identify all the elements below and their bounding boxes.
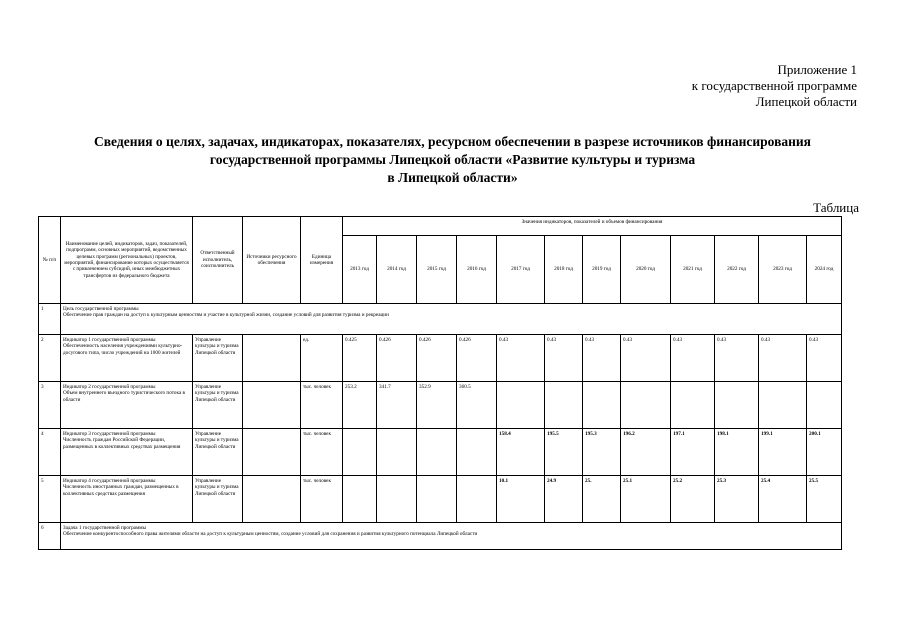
indicator-value: 0.43 — [671, 335, 715, 382]
header-year: 2018 год — [545, 236, 583, 304]
header-name: Наименование целей, индикаторов, задач, показателей, подпрограмм, основных мероприятий, ведомственных целевых программ (региональных) проектов, мероприятий, финансирование которых осуществляется с привлечением субсидий, иных межбюджетных трансфертов из федерального бюджета — [61, 217, 193, 304]
indicator-value: 341.7 — [377, 382, 417, 429]
indicator-value: 0.43 — [545, 335, 583, 382]
indicator-name: Индикатор 3 государственной программы Численность граждан Российской Федерации, размещенных в коллективных средствах размещения — [61, 429, 193, 476]
indicator-value — [343, 476, 377, 523]
row-number: 6 — [39, 523, 61, 550]
indicator-value — [417, 476, 457, 523]
indicator-executor: Управление культуры и туризма Липецкой области — [193, 382, 243, 429]
indicator-source — [243, 429, 301, 476]
indicator-value: 0.426 — [377, 335, 417, 382]
indicator-value: 0.426 — [417, 335, 457, 382]
indicator-value — [377, 476, 417, 523]
header-year: 2022 год — [715, 236, 759, 304]
row-number: 2 — [39, 335, 61, 382]
indicator-value — [715, 382, 759, 429]
indicator-value: 200.1 — [807, 429, 842, 476]
indicator-value: 158.4 — [497, 429, 545, 476]
indicator-value: 199.1 — [759, 429, 807, 476]
indicator-value: 0.425 — [343, 335, 377, 382]
indicator-source — [243, 476, 301, 523]
indicator-value: 195.3 — [583, 429, 621, 476]
indicator-value: 0.426 — [457, 335, 497, 382]
header-row-1 — [39, 217, 842, 236]
indicator-value: 198.1 — [715, 429, 759, 476]
indicator-row — [39, 382, 842, 429]
indicator-executor: Управление культуры и туризма Липецкой области — [193, 335, 243, 382]
indicator-executor: Управление культуры и туризма Липецкой области — [193, 476, 243, 523]
indicator-value: 24.9 — [545, 476, 583, 523]
header-year: 2014 год — [377, 236, 417, 304]
indicator-value — [545, 382, 583, 429]
indicator-value: 197.1 — [671, 429, 715, 476]
indicator-value: 0.43 — [759, 335, 807, 382]
document-title — [30, 133, 875, 187]
indicator-name: Индикатор 4 государственной программы Численность иностранных граждан, размещенных в коллективных средствах размещения — [61, 476, 193, 523]
table-label: Таблица — [813, 200, 859, 215]
indicator-value — [457, 429, 497, 476]
appendix-note — [692, 62, 857, 110]
indicator-value: 0.43 — [621, 335, 671, 382]
title-line-3: в Липецкой области» — [387, 170, 518, 185]
indicator-value: 25.2 — [671, 476, 715, 523]
header-num: № п/п — [39, 217, 61, 304]
title-line-2: государственной программы Липецкой области «Развитие культуры и туризма — [209, 152, 696, 167]
header-executor: Ответственный исполнитель, соисполнитель — [193, 217, 243, 304]
indicator-value — [497, 382, 545, 429]
row-number: 3 — [39, 382, 61, 429]
header-year: 2019 год — [583, 236, 621, 304]
title-line-1: Сведения о целях, задачах, индикаторах, показателях, ресурсном обеспечении в разрезе источников финансирования — [94, 134, 811, 149]
indicator-value: 10.1 — [497, 476, 545, 523]
indicators-table — [38, 216, 842, 550]
task-row — [39, 523, 842, 550]
header-year: 2017 год — [497, 236, 545, 304]
appendix-line-3: Липецкой области — [755, 94, 857, 109]
indicator-row — [39, 335, 842, 382]
header-source: Источники ресурсного обеспечения — [243, 217, 301, 304]
header-year: 2015 год — [417, 236, 457, 304]
indicator-value — [671, 382, 715, 429]
header-values-group: Значения индикаторов, показателей и объемов финансирования — [343, 217, 842, 236]
task-text: Задача 1 государственной программы Обеспечение конкурентоспособного права жителями области на доступ к культурным ценностям, создание условий для сохранения и развития культурного потенциала Липецкой области — [61, 523, 842, 550]
indicator-row — [39, 476, 842, 523]
appendix-line-1: Приложение 1 — [777, 62, 857, 77]
indicator-value — [457, 476, 497, 523]
header-year: 2013 год — [343, 236, 377, 304]
indicator-value: 25. — [583, 476, 621, 523]
indicator-value: 25.1 — [621, 476, 671, 523]
goal-row — [39, 304, 842, 335]
indicator-value: 253.2 — [343, 382, 377, 429]
header-unit: Единица измерения — [301, 217, 343, 304]
indicator-unit: тыс. человек — [301, 429, 343, 476]
goal-text: Цель государственной программы Обеспечение прав граждан на доступ к культурным ценностям и участие в культурной жизни, создание условий для развития туризма и рекреации — [61, 304, 842, 335]
row-number: 5 — [39, 476, 61, 523]
header-year: 2023 год — [759, 236, 807, 304]
indicator-value: 0.43 — [807, 335, 842, 382]
indicator-value — [583, 382, 621, 429]
indicator-unit: ед. — [301, 335, 343, 382]
indicator-value: 360.5 — [457, 382, 497, 429]
header-year: 2024 год — [807, 236, 842, 304]
indicator-value: 25.4 — [759, 476, 807, 523]
indicator-row — [39, 429, 842, 476]
indicator-value: 25.3 — [715, 476, 759, 523]
header-year: 2021 год — [671, 236, 715, 304]
row-number: 4 — [39, 429, 61, 476]
indicator-value — [759, 382, 807, 429]
indicator-name: Индикатор 2 государственной программы Объем внутреннего въездного туристического потока в области — [61, 382, 193, 429]
row-number: 1 — [39, 304, 61, 335]
indicator-value: 0.43 — [715, 335, 759, 382]
header-year: 2020 год — [621, 236, 671, 304]
indicator-unit: тыс. человек — [301, 476, 343, 523]
indicator-value: 352.9 — [417, 382, 457, 429]
indicator-value — [343, 429, 377, 476]
indicator-value: 0.43 — [583, 335, 621, 382]
indicator-value — [377, 429, 417, 476]
indicator-name: Индикатор 1 государственной программы Обеспеченность населения учреждениями культурно-досугового типа, число учреждений на 1000 жителей — [61, 335, 193, 382]
indicator-value — [417, 429, 457, 476]
indicator-executor: Управление культуры и туризма Липецкой области — [193, 429, 243, 476]
appendix-line-2: к государственной программе — [691, 78, 857, 93]
indicator-value: 195.5 — [545, 429, 583, 476]
indicator-source — [243, 382, 301, 429]
header-year: 2016 год — [457, 236, 497, 304]
indicator-value: 196.2 — [621, 429, 671, 476]
indicator-source — [243, 335, 301, 382]
indicator-unit: тыс. человек — [301, 382, 343, 429]
indicator-value — [807, 382, 842, 429]
indicator-value: 25.5 — [807, 476, 842, 523]
indicator-value — [621, 382, 671, 429]
indicator-value: 0.43 — [497, 335, 545, 382]
